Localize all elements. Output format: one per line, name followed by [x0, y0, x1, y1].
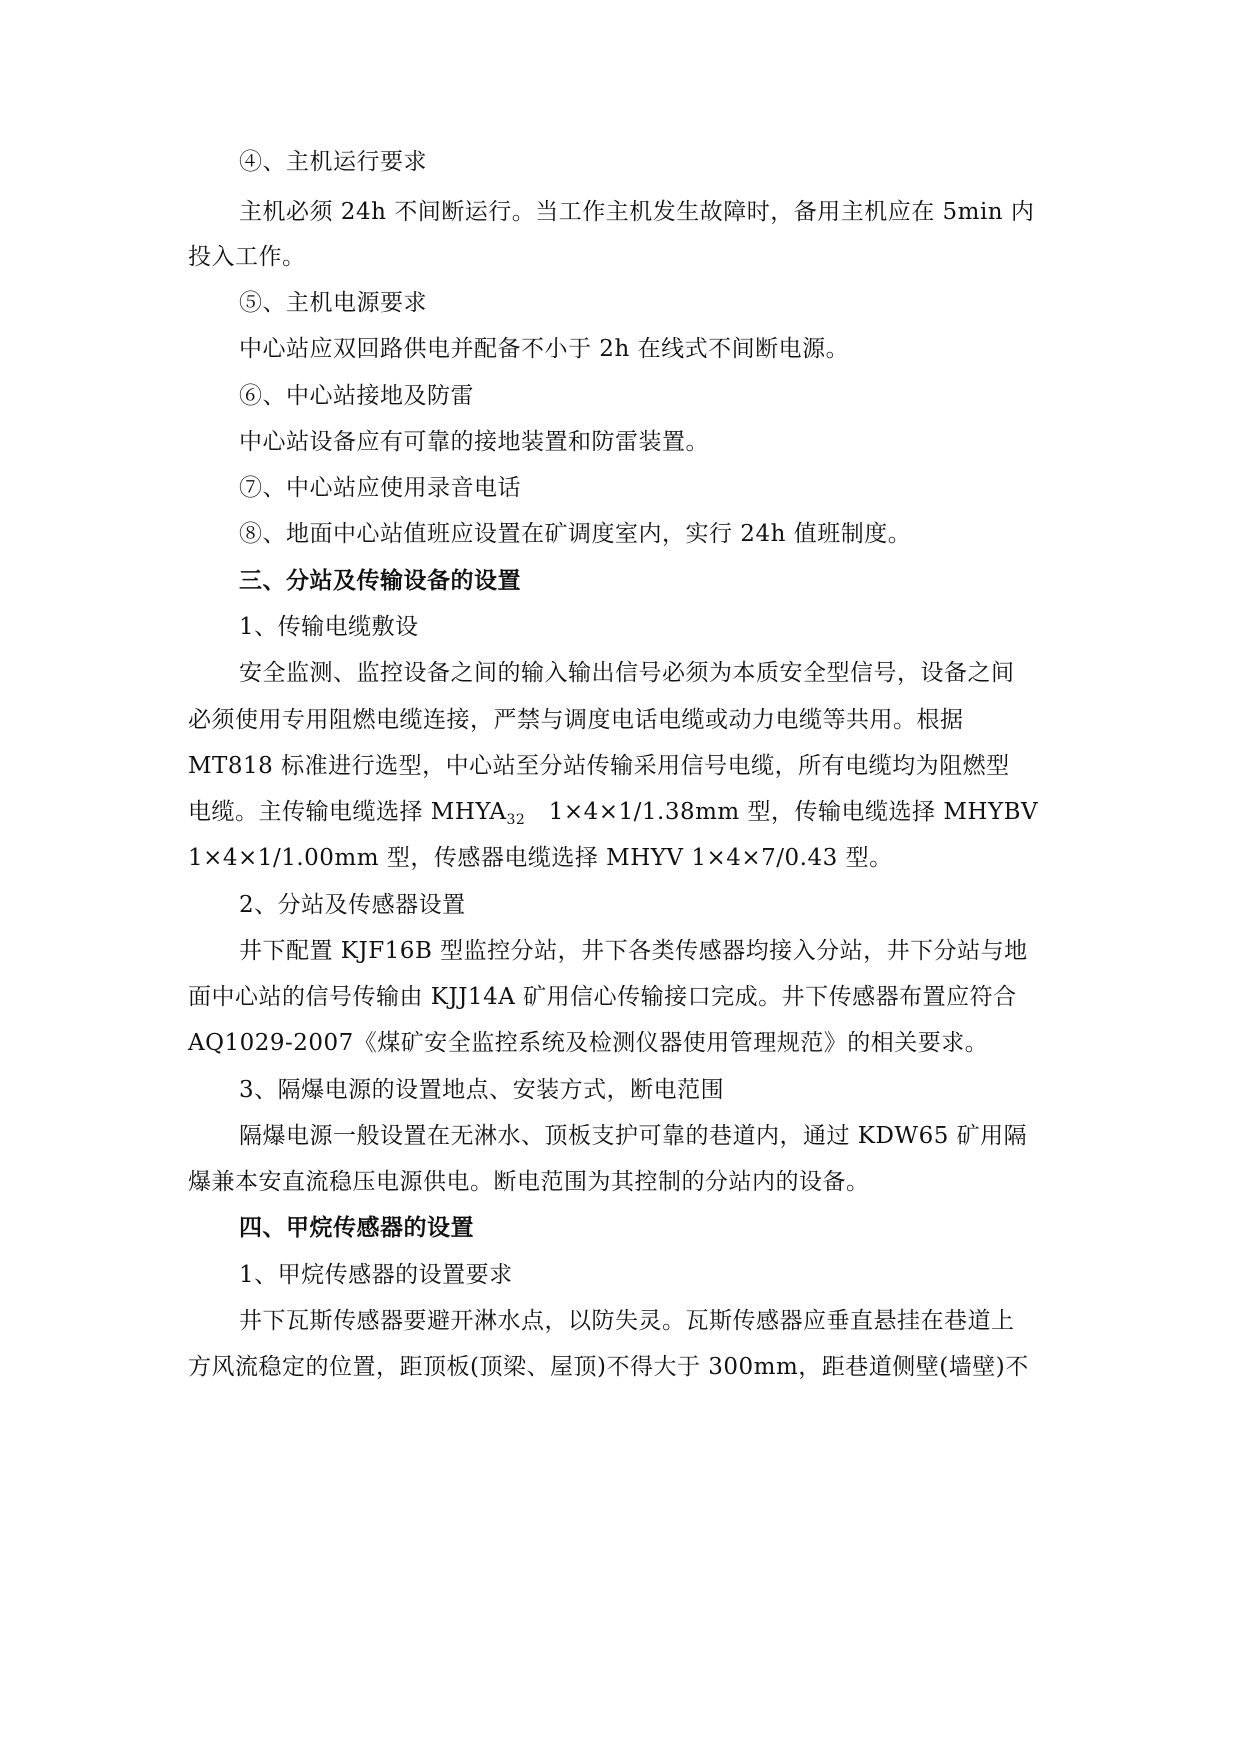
paragraph-line: 面中心站的信号传输由 KJJ14A 矿用信心传输接口完成。井下传感器布置应符合 — [188, 984, 1017, 1010]
section-heading-substation: 三、分站及传输设备的设置 — [239, 567, 521, 594]
paragraph-line-cable-types — [188, 797, 1038, 827]
paragraph-line: 主机必须 24h 不间断运行。当工作主机发生故障时，备用主机应在 5min 内 — [239, 199, 1035, 225]
paragraph-line: 隔爆电源一般设置在无淋水、顶板支护可靠的巷道内，通过 KDW65 矿用隔 — [239, 1123, 1028, 1149]
text-run: 1×4×1/1.38mm 型，传输电缆选择 MHYBV — [525, 799, 1039, 825]
paragraph-line: 井下配置 KJF16B 型监控分站，井下各类传感器均接入分站，井下分站与地 — [239, 938, 1028, 964]
subsection-heading-substation-sensor: 2、分站及传感器设置 — [239, 892, 466, 918]
subsection-heading-recording-phone: ⑦、中心站应使用录音电话 — [239, 475, 521, 501]
paragraph-line: 井下瓦斯传感器要避开淋水点，以防失灵。瓦斯传感器应垂直悬挂在巷道上 — [239, 1308, 1015, 1334]
paragraph-line: 中心站应双回路供电并配备不小于 2h 在线式不间断电源。 — [239, 336, 850, 362]
subsection-heading-host-power: ⑤、主机电源要求 — [239, 290, 427, 316]
subsection-heading-host-operation: ④、主机运行要求 — [239, 149, 427, 175]
paragraph-line: 爆兼本安直流稳压电源供电。断电范围为其控制的分站内的设备。 — [188, 1169, 870, 1195]
subsection-heading-duty: ⑧、地面中心站值班应设置在矿调度室内，实行 24h 值班制度。 — [239, 521, 912, 547]
text-run: 电缆。主传输电缆选择 MHYA — [188, 799, 507, 825]
subscript-text: 32 — [506, 812, 526, 828]
paragraph-line: 1×4×1/1.00mm 型，传感器电缆选择 MHYV 1×4×7/0.43 型。 — [188, 845, 893, 871]
paragraph-line: AQ1029-2007《煤矿安全监控系统及检测仪器使用管理规范》的相关要求。 — [188, 1030, 989, 1056]
paragraph-line: 中心站设备应有可靠的接地装置和防雷装置。 — [239, 429, 709, 455]
subsection-heading-grounding: ⑥、中心站接地及防雷 — [239, 383, 474, 409]
subsection-heading-methane-requirements: 1、甲烷传感器的设置要求 — [239, 1262, 513, 1288]
paragraph-line: 必须使用专用阻燃电缆连接，严禁与调度电话电缆或动力电缆等共用。根据 — [188, 707, 964, 733]
paragraph-line: 投入工作。 — [188, 244, 306, 270]
paragraph-line: 方风流稳定的位置，距顶板(顶梁、屋顶)不得大于 300mm，距巷道侧壁(墙壁)不 — [188, 1354, 1029, 1380]
subsection-heading-power-supply: 3、隔爆电源的设置地点、安装方式，断电范围 — [239, 1077, 725, 1103]
paragraph-line: MT818 标准进行选型，中心站至分站传输采用信号电缆，所有电缆均为阻燃型 — [188, 753, 1010, 779]
subsection-heading-cable: 1、传输电缆敷设 — [239, 614, 419, 640]
section-heading-methane: 四、甲烷传感器的设置 — [239, 1214, 474, 1241]
paragraph-line: 安全监测、监控设备之间的输入输出信号必须为本质安全型信号，设备之间 — [239, 660, 1015, 686]
